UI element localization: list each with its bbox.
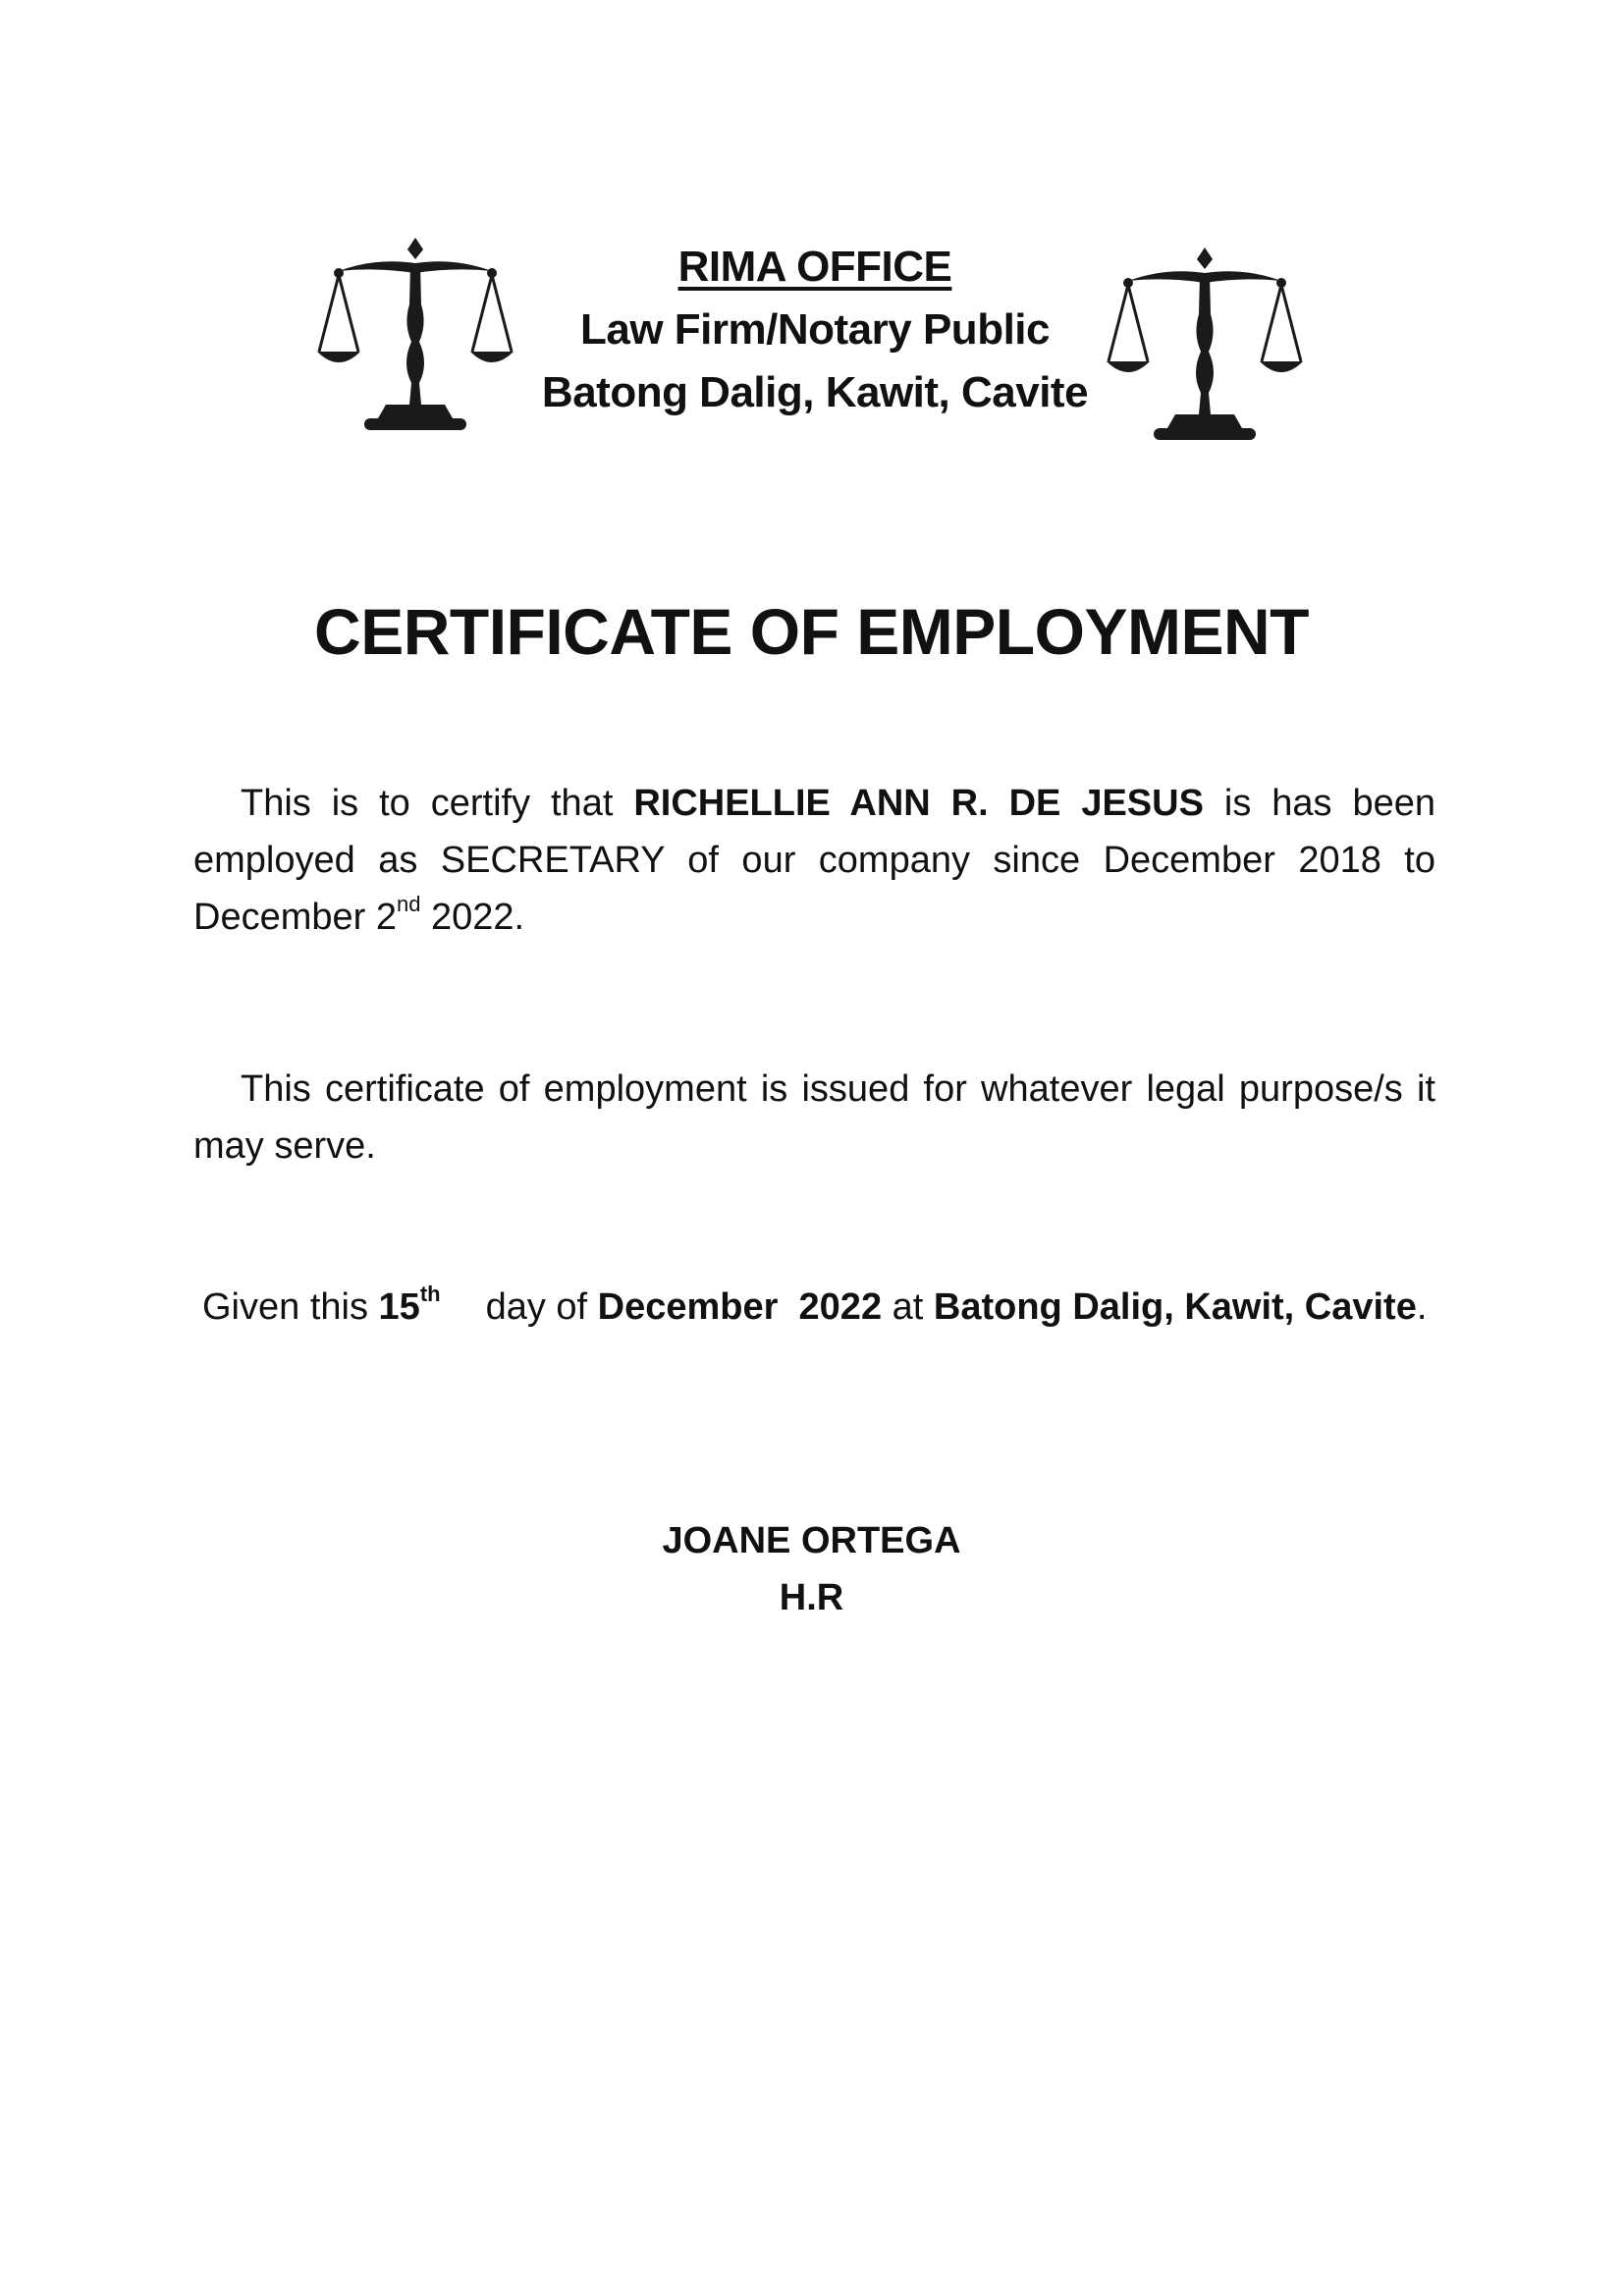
- employee-name: RICHELLIE ANN R. DE JESUS: [633, 783, 1204, 824]
- given-at: at: [882, 1286, 934, 1328]
- certification-lead: This is to certify that: [241, 783, 634, 824]
- scales-of-justice-icon: [1102, 246, 1308, 442]
- employment-end-year: 2022.: [420, 897, 525, 938]
- given-date-line: [202, 1282, 1428, 1329]
- given-day-suffix: th: [419, 1282, 441, 1306]
- firm-type: Law Firm/Notary Public: [580, 305, 1050, 354]
- certification-paragraph: [193, 775, 1435, 946]
- employment-details: is has been employed as SECRETARY of our company since December 2018 to December 2: [193, 783, 1436, 938]
- given-day: 15: [378, 1286, 420, 1328]
- purpose-paragraph: This certificate of employment is issued for whatever legal purpose/s it may serve.: [193, 1068, 1435, 1167]
- signature-block: [0, 1512, 1623, 1626]
- given-prefix: Given this: [202, 1286, 379, 1328]
- given-period: .: [1416, 1286, 1428, 1328]
- signatory-position: H.R: [779, 1577, 844, 1618]
- scales-of-justice-icon: [312, 236, 518, 432]
- document-title: CERTIFICATE OF EMPLOYMENT: [314, 595, 1309, 668]
- signatory-name: JOANE ORTEGA: [662, 1520, 961, 1561]
- firm-name: RIMA OFFICE: [677, 243, 952, 291]
- given-day-of: day of: [485, 1286, 598, 1328]
- ordinal-suffix: nd: [396, 892, 421, 916]
- given-place: Batong Dalig, Kawit, Cavite: [933, 1286, 1417, 1328]
- given-month-year: December 2022: [597, 1286, 883, 1328]
- letterhead: [511, 236, 1119, 424]
- firm-address: Batong Dalig, Kawit, Cavite: [541, 368, 1089, 416]
